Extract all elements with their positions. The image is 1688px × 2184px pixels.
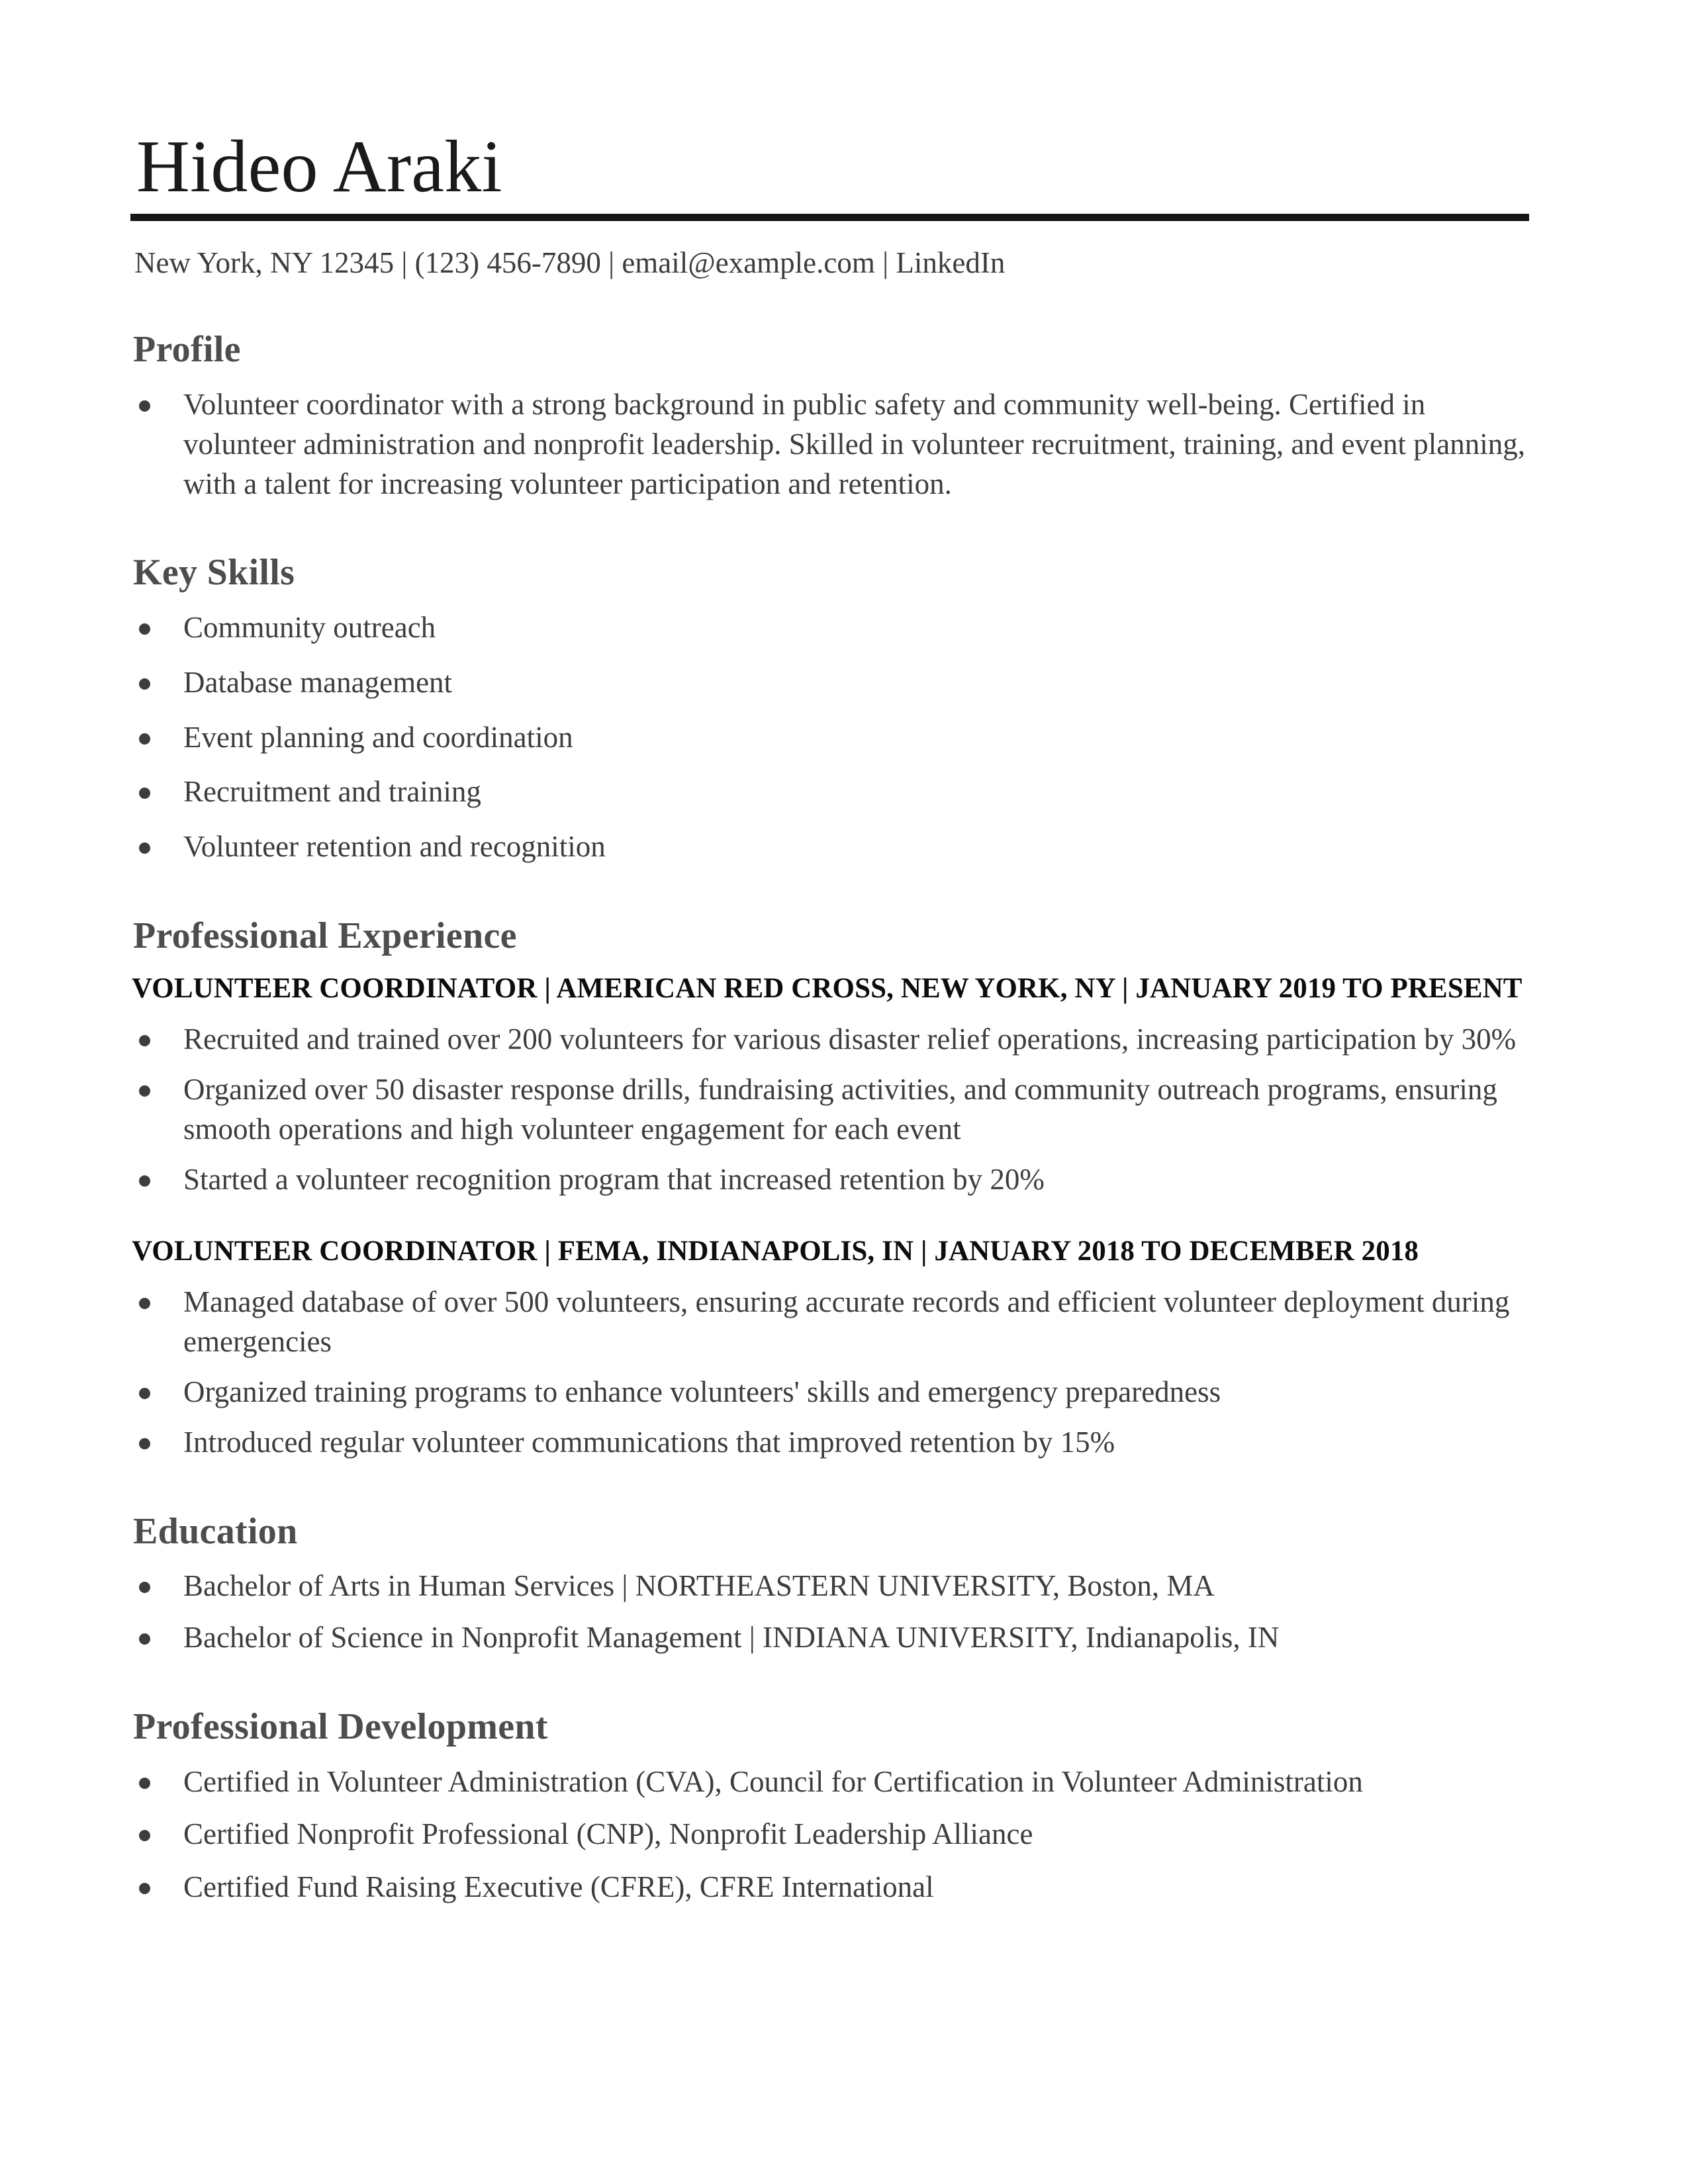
key-skills-list bbox=[130, 608, 1529, 867]
experience-job-container bbox=[130, 972, 1529, 1463]
section-title-professional-experience: Professional Experience bbox=[133, 915, 517, 957]
job-title: VOLUNTEER COORDINATOR | AMERICAN RED CROSS, NEW YORK, NY | JANUARY 2019 TO PRESENT bbox=[132, 972, 1523, 1004]
list-item: Bachelor of Science in Nonprofit Management | INDIANA UNIVERSITY, Indianapolis, IN bbox=[130, 1618, 1529, 1658]
list-item: Certified in Volunteer Administration (CVA), Council for Certification in Volunteer Administration bbox=[130, 1762, 1529, 1802]
list-item: Volunteer coordinator with a strong background in public safety and community well-being. Certified in volunteer administration and nonprofit leadership. Skilled in volunteer recruitment, training, and event planning, with a talent for increasing volunteer participation and retention. bbox=[130, 385, 1529, 504]
education-list bbox=[130, 1567, 1529, 1658]
list-item: Certified Nonprofit Professional (CNP), Nonprofit Leadership Alliance bbox=[130, 1815, 1529, 1854]
list-item: Organized over 50 disaster response drills, fundraising activities, and community outreach programs, ensuring smooth operations and high volunteer engagement for each event bbox=[130, 1070, 1529, 1150]
job-bullet-list bbox=[130, 1283, 1529, 1462]
profile-bullet-list bbox=[130, 385, 1529, 504]
list-item: Database management bbox=[130, 663, 1529, 703]
section-key-skills bbox=[130, 553, 1529, 867]
list-item: Event planning and coordination bbox=[130, 718, 1529, 758]
section-title-key-skills: Key Skills bbox=[133, 552, 295, 594]
section-title-professional-development: Professional Development bbox=[133, 1706, 548, 1747]
job-title: VOLUNTEER COORDINATOR | FEMA, INDIANAPOLIS, IN | JANUARY 2018 TO DECEMBER 2018 bbox=[132, 1235, 1419, 1267]
list-item: Bachelor of Arts in Human Services | NORTHEASTERN UNIVERSITY, Boston, MA bbox=[130, 1567, 1529, 1606]
experience-entry bbox=[130, 972, 1529, 1200]
section-professional-experience bbox=[130, 916, 1529, 1463]
resume-header bbox=[130, 126, 1529, 281]
list-item: Community outreach bbox=[130, 608, 1529, 648]
list-item: Started a volunteer recognition program that increased retention by 20% bbox=[130, 1160, 1529, 1200]
list-item: Introduced regular volunteer communications that improved retention by 15% bbox=[130, 1423, 1529, 1463]
job-bullet-list bbox=[130, 1020, 1529, 1199]
list-item: Certified Fund Raising Executive (CFRE), CFRE International bbox=[130, 1868, 1529, 1907]
section-profile bbox=[130, 330, 1529, 504]
contact-line: New York, NY 12345 | (123) 456-7890 | email@example.com | LinkedIn bbox=[134, 246, 1006, 280]
list-item: Recruited and trained over 200 volunteers for various disaster relief operations, increasing participation by 30% bbox=[130, 1020, 1529, 1060]
section-education bbox=[130, 1512, 1529, 1658]
list-item: Recruitment and training bbox=[130, 772, 1529, 812]
section-professional-development bbox=[130, 1707, 1529, 1907]
list-item: Managed database of over 500 volunteers, ensuring accurate records and efficient volunteer deployment during emergencies bbox=[130, 1283, 1529, 1362]
experience-entry bbox=[130, 1234, 1529, 1463]
list-item: Organized training programs to enhance volunteers' skills and emergency preparedness bbox=[130, 1373, 1529, 1412]
section-title-education: Education bbox=[133, 1510, 298, 1552]
section-title-profile: Profile bbox=[133, 329, 241, 371]
header-divider bbox=[130, 214, 1529, 221]
professional-development-list bbox=[130, 1762, 1529, 1908]
list-item: Volunteer retention and recognition bbox=[130, 827, 1529, 867]
candidate-name: Hideo Araki bbox=[136, 126, 502, 208]
